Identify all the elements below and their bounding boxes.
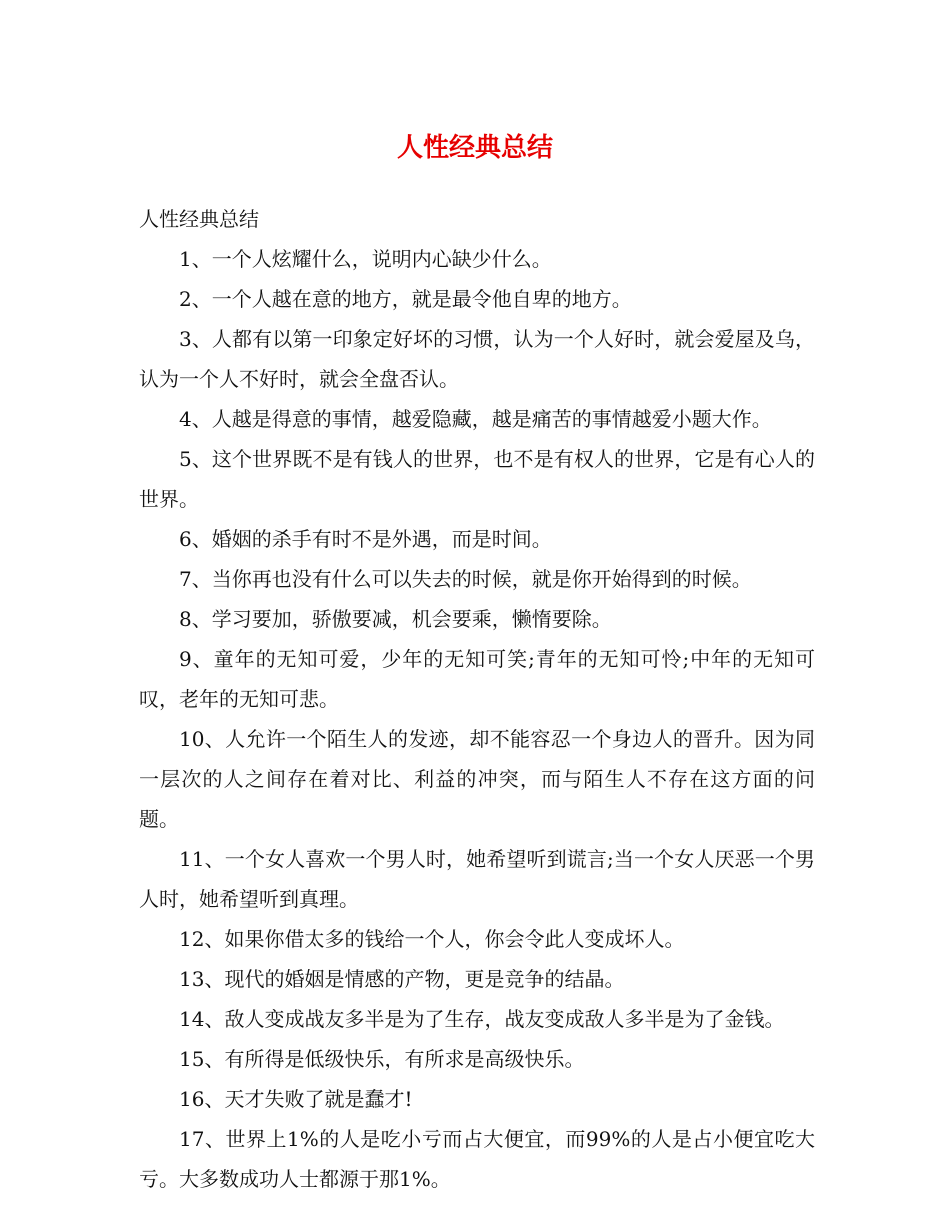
paragraph: 5、这个世界既不是有钱人的世界，也不是有权人的世界，它是有心人的世界。	[139, 447, 815, 511]
paragraph: 12、如果你借太多的钱给一个人，你会令此人变成坏人。	[179, 927, 685, 951]
paragraph: 15、有所得是低级快乐，有所求是高级快乐。	[179, 1047, 585, 1071]
document-title: 人性经典总结	[396, 133, 553, 163]
paragraph: 2、一个人越在意的地方，就是最令他自卑的地方。	[179, 287, 632, 311]
paragraph: 14、敌人变成战友多半是为了生存，战友变成敌人多半是为了金钱。	[179, 1007, 785, 1031]
paragraph: 1、一个人炫耀什么，说明内心缺少什么。	[179, 247, 552, 271]
paragraph: 7、当你再也没有什么可以失去的时候，就是你开始得到的时候。	[179, 567, 752, 591]
paragraph: 10、人允许一个陌生人的发迹，却不能容忍一个身边人的晋升。因为同一层次的人之间存在着对比、利益的冲突，而与陌生人不存在这方面的问题。	[139, 727, 815, 831]
paragraph: 4、人越是得意的事情，越爱隐藏，越是痛苦的事情越爱小题大作。	[179, 407, 772, 431]
paragraph: 13、现代的婚姻是情感的产物，更是竞争的结晶。	[179, 967, 625, 991]
paragraph: 8、学习要加，骄傲要减，机会要乘，懒惰要除。	[179, 607, 612, 631]
paragraph: 3、人都有以第一印象定好坏的习惯，认为一个人好时，就会爱屋及乌，认为一个人不好时，就会全盘否认。	[139, 327, 815, 391]
paragraph: 16、天才失败了就是蠢才!	[179, 1087, 413, 1111]
document-subtitle: 人性经典总结	[139, 207, 259, 231]
paragraph: 11、一个女人喜欢一个男人时，她希望听到谎言;当一个女人厌恶一个男人时，她希望听到真理。	[139, 847, 815, 911]
document-body	[139, 199, 815, 1199]
paragraph: 6、婚姻的杀手有时不是外遇，而是时间。	[179, 527, 552, 551]
paragraph: 17、世界上1%的人是吃小亏而占大便宜，而99%的人是占小便宜吃大亏。大多数成功人士都源于那1%。	[139, 1127, 815, 1191]
paragraph: 9、童年的无知可爱，少年的无知可笑;青年的无知可怜;中年的无知可叹，老年的无知可悲。	[139, 647, 815, 711]
